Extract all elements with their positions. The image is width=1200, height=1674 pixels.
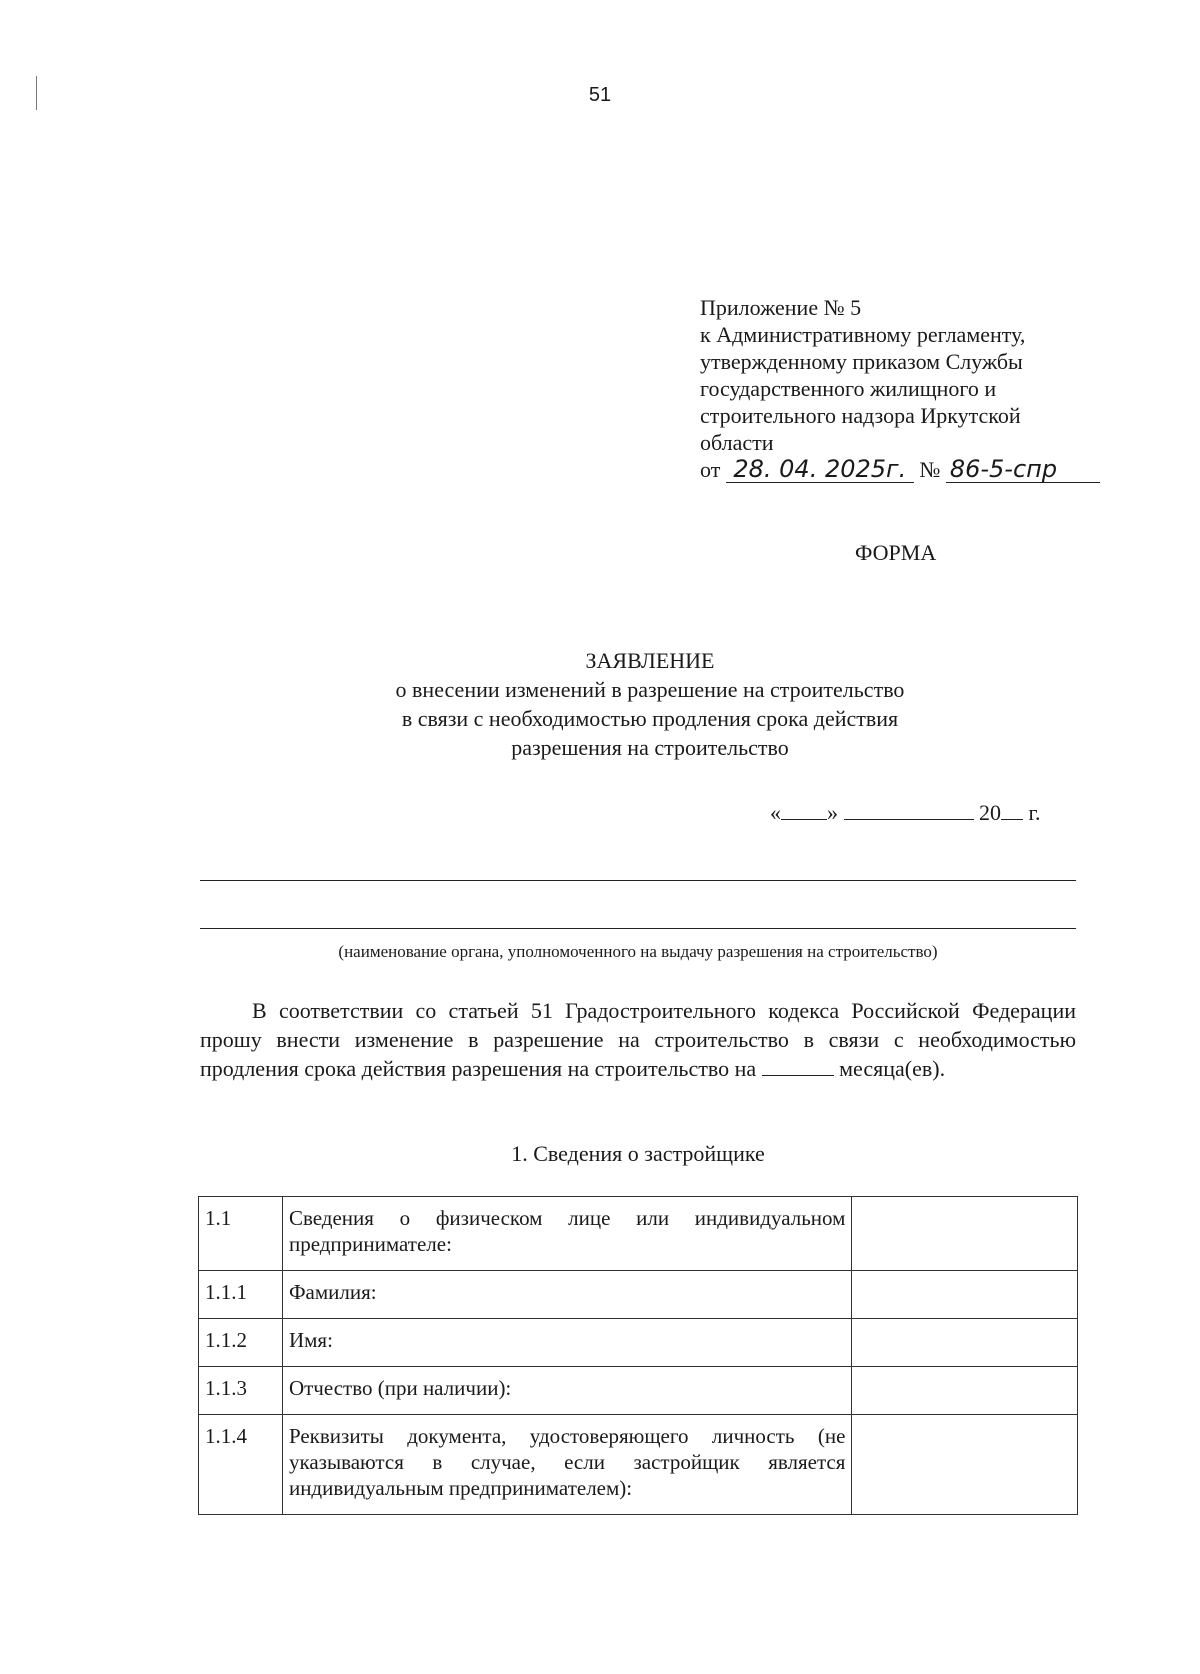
close-quote: » xyxy=(827,800,838,825)
row-number: 1.1 xyxy=(199,1197,283,1271)
title-line: разрешения на строительство xyxy=(511,735,789,760)
appendix-order-line xyxy=(700,456,1120,483)
appendix-header xyxy=(700,294,1120,483)
year-suffix: г. xyxy=(1028,800,1041,825)
number-label: № xyxy=(919,457,941,482)
title-line: в связи с необходимостью продления срока действия xyxy=(401,706,899,731)
row-text: Фамилия: xyxy=(282,1271,851,1319)
row-text: Сведения о физическом лице или индивидуальном предпринимателе: xyxy=(282,1197,851,1271)
appendix-line: строительного надзора Иркутской xyxy=(700,403,1021,428)
row-text: Отчество (при наличии): xyxy=(282,1367,851,1415)
row-number: 1.1.2 xyxy=(199,1319,283,1367)
appendix-line: государственного жилищного и xyxy=(700,376,997,401)
section-title: 1. Сведения о застройщике xyxy=(511,1141,765,1166)
title-main: ЗАЯВЛЕНИЕ xyxy=(585,648,715,673)
from-label: от xyxy=(700,457,721,482)
date-line xyxy=(770,800,1041,826)
handwritten-date: 28. 04. 2025г. xyxy=(726,456,914,483)
row-number: 1.1.3 xyxy=(199,1367,283,1415)
appendix-line: утвержденному приказом Службы xyxy=(700,349,1023,374)
table-row xyxy=(199,1271,1078,1319)
paragraph-suffix: месяца(ев). xyxy=(839,1056,946,1081)
authority-caption: (наименование органа, уполномоченного на выдачу разрешения на строительство) xyxy=(338,942,938,961)
open-quote: « xyxy=(770,800,781,825)
row-value xyxy=(852,1319,1078,1367)
year-blank xyxy=(1001,801,1023,820)
request-paragraph xyxy=(200,996,1076,1083)
table-row xyxy=(199,1319,1078,1367)
row-number: 1.1.4 xyxy=(199,1415,283,1515)
year-prefix: 20 xyxy=(979,800,1001,825)
table-row xyxy=(199,1367,1078,1415)
table-row xyxy=(199,1415,1078,1515)
document-title xyxy=(200,646,1100,762)
row-text: Имя: xyxy=(282,1319,851,1367)
months-blank xyxy=(762,1057,834,1076)
page-number: 51 xyxy=(588,84,612,106)
appendix-line: области xyxy=(700,430,774,455)
authority-line-2 xyxy=(200,928,1076,929)
row-number: 1.1.1 xyxy=(199,1271,283,1319)
appendix-line: к Административному регламенту, xyxy=(700,322,1026,347)
row-text: Реквизиты документа, удостоверяющего личность (не указываются в случае, если застройщик является индивидуальным предпринимателем): xyxy=(282,1415,851,1515)
form-label: ФОРМА xyxy=(855,540,937,565)
developer-info-table xyxy=(198,1196,1078,1515)
scan-artifact xyxy=(36,76,37,110)
appendix-line: Приложение № 5 xyxy=(700,295,862,320)
row-value xyxy=(852,1197,1078,1271)
handwritten-number: 86-5-спр xyxy=(946,456,1100,483)
table-row xyxy=(199,1197,1078,1271)
row-value xyxy=(852,1415,1078,1515)
authority-line-1 xyxy=(200,880,1076,881)
row-value xyxy=(852,1367,1078,1415)
month-blank xyxy=(844,801,974,820)
title-line: о внесении изменений в разрешение на строительство xyxy=(395,677,905,702)
day-blank xyxy=(781,801,827,820)
paragraph-text: В соответствии со статьей 51 Градостроительного кодекса Российской Федерации прошу внести изменение в разрешение на строительство в связи с необходимостью продления срока действия разрешения на строительство на xyxy=(200,998,1076,1081)
row-value xyxy=(852,1271,1078,1319)
